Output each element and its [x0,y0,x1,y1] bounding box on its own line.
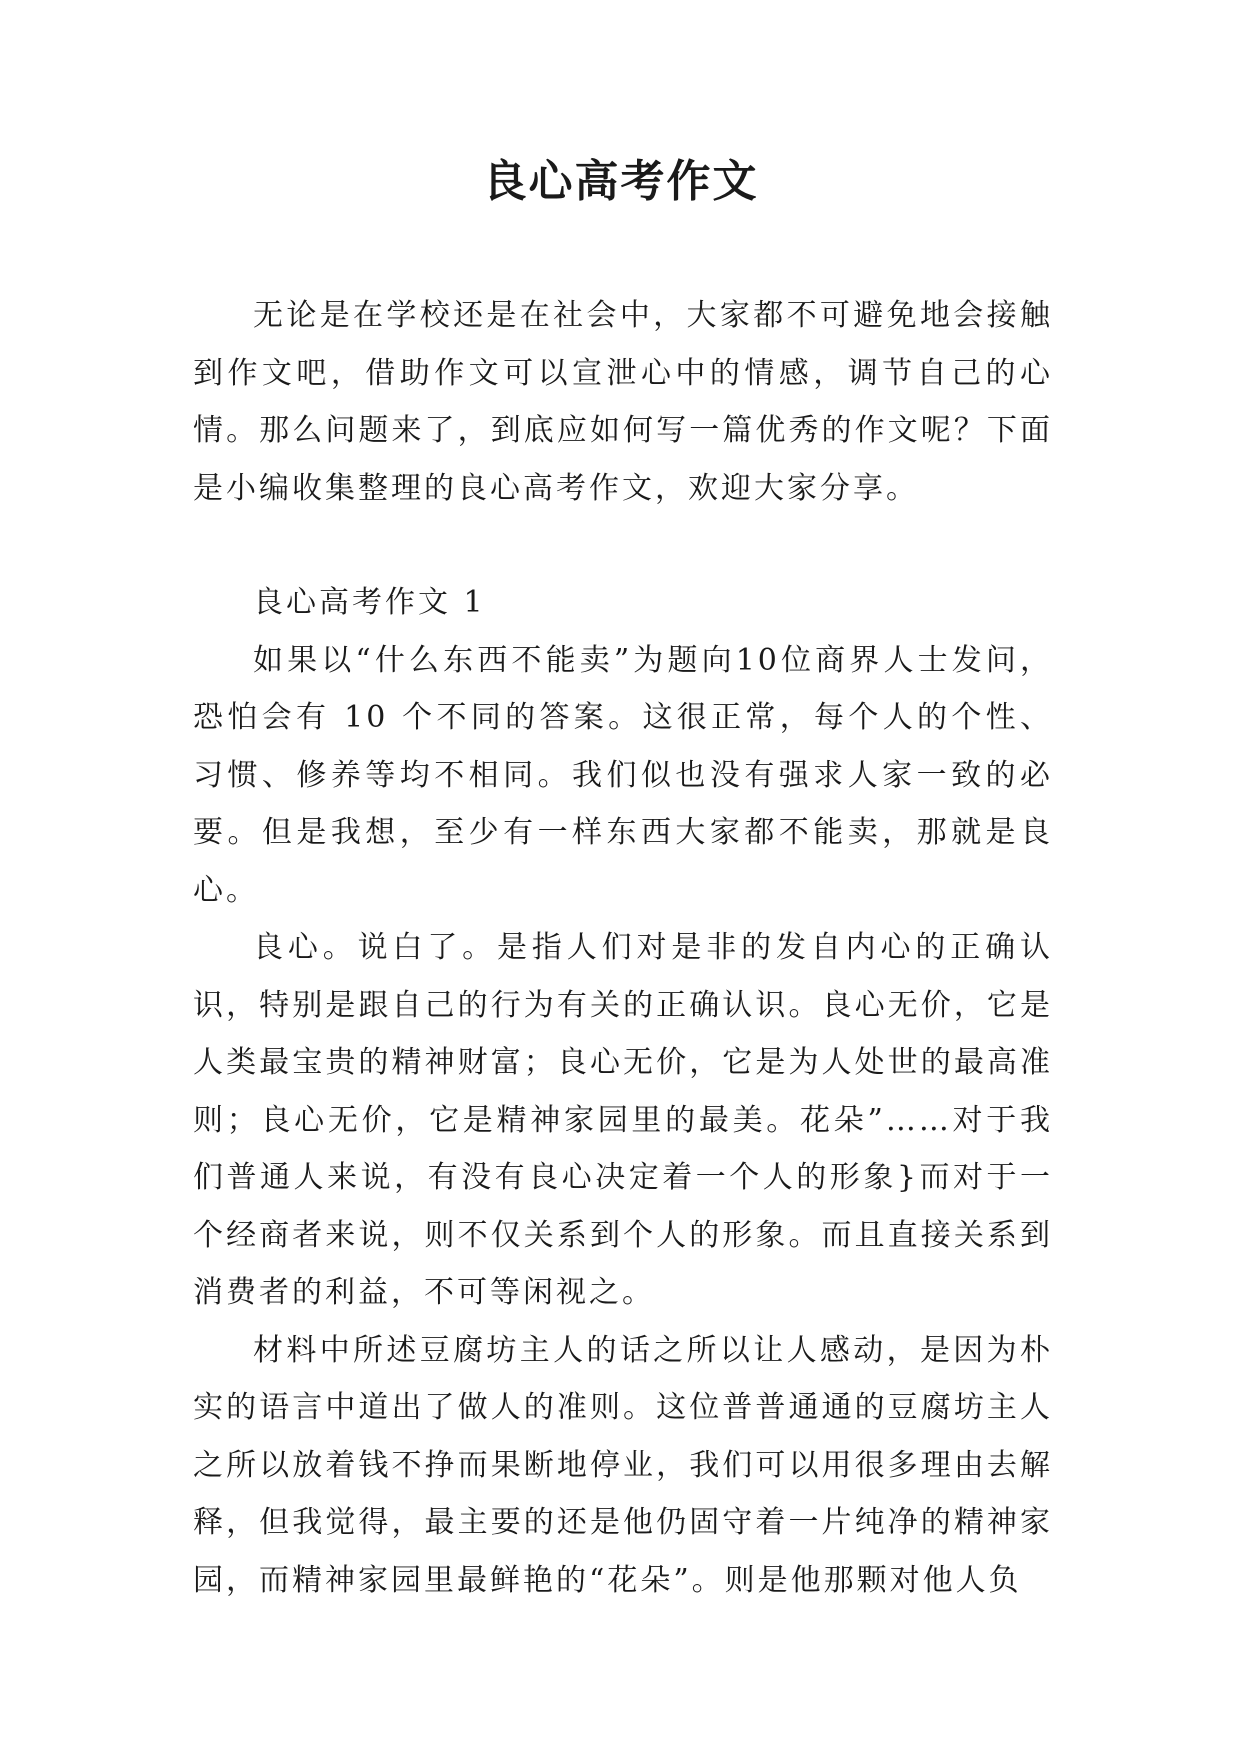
document-body [193,287,1053,1609]
body-paragraph-3: 材料中所述豆腐坊主人的话之所以让人感动，是因为朴实的语言中道出了做人的准则。这位普普通通的豆腐坊主人之所以放着钱不挣而果断地停业，我们可以用很多理由去解释，但我觉得，最主要的还是他仍固守着一片纯净的精神家园，而精神家园里最鲜艳的“花朵”。则是他那颗对他人负 [193,1332,1053,1598]
section-heading: 良心高考作文 1 [253,585,486,620]
section-spacer [193,517,1053,574]
intro-paragraph: 无论是在学校还是在社会中，大家都不可避免地会接触到作文吧，借助作文可以宣泄心中的情感，调节自己的心情。那么问题来了，到底应如何写一篇优秀的作文呢？下面是小编收集整理的良心高考作文，欢迎大家分享。 [193,298,1053,506]
body-paragraph-2: 良心。说白了。是指人们对是非的发自内心的正确认识，特别是跟自己的行为有关的正确认识。良心无价，它是人类最宝贵的精神财富；良心无价，它是为人处世的最高准则；良心无价，它是精神家园里的最美。花朵”……对于我们普通人来说，有没有良心决定着一个人的形象}而对于一个经商者来说，则不仅关系到个人的形象。而且直接关系到消费者的利益，不可等闲视之。 [193,930,1053,1310]
document-title: 良心高考作文 [482,156,759,207]
body-paragraph-1: 如果以“什么东西不能卖”为题向10位商界人士发问，恐怕会有 10 个不同的答案。这很正常，每个人的个性、习惯、修养等均不相同。我们似也没有强求人家一致的必要。但是我想，至少有一样东西大家都不能卖，那就是良心。 [193,642,1053,908]
